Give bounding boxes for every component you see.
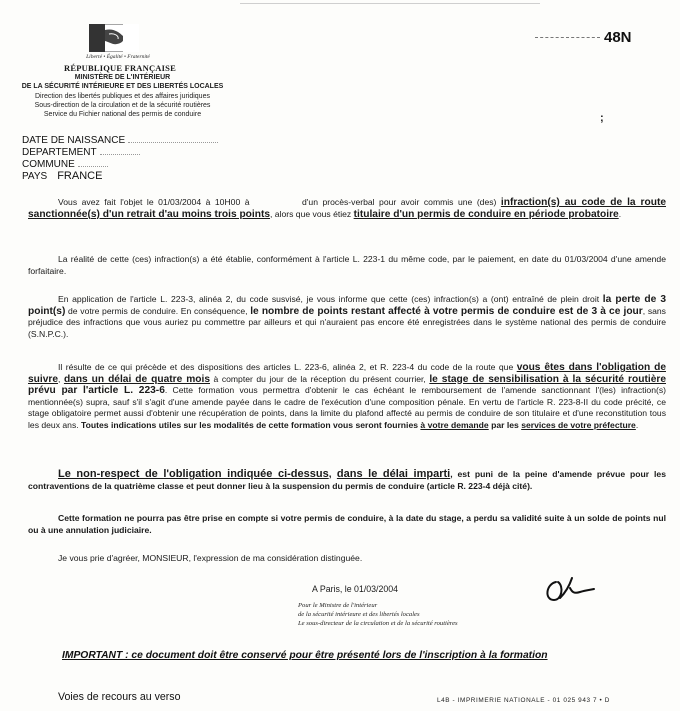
p4-info-text: Toutes indications utiles sur les modalités de cette formation vous seront fournies [81, 419, 421, 430]
republic-title: RÉPUBLIQUE FRANÇAISE [64, 63, 176, 73]
p1-offence-highlight: infraction(s) au code de la route sanctionnée(s) d'un retrait d'au moins trois points [28, 197, 666, 220]
paragraph-points [28, 294, 666, 340]
form-code: 48N [604, 29, 632, 46]
paragraph-obligation [28, 362, 666, 432]
signatory-line-3: Le sous-directeur de la circulation et de la sécurité routières [298, 620, 458, 627]
country-label: PAYS [22, 171, 48, 182]
paragraph-payment [28, 254, 666, 277]
paragraph-penalty [28, 469, 666, 492]
country-field [22, 170, 102, 183]
p4-on-request: à votre demande [420, 419, 489, 430]
p4-stage-highlight: le stage de sensibilisation à la sécurité routière [429, 373, 666, 385]
birth-date-label: DATE DE NAISSANCE [22, 135, 126, 146]
appeal-notice: Voies de recours au verso [58, 691, 181, 703]
p4-text-k: par les [488, 419, 522, 430]
p4-text-a: Il résulte de ce qui précède et des dispositions des articles L. 223-6, alinéa 2, et R. 223-4 du code de la route que [58, 362, 517, 372]
p1-text-b: d'un procès-verbal pour avoir commis une (des) [297, 197, 501, 207]
p4-text-e: à compter du jour de la réception du présent courrier, [210, 373, 430, 384]
p1-text-f: . [618, 208, 622, 219]
p1-probation-highlight: titulaire d'un permis de conduire en période probatoire [353, 208, 619, 220]
paragraph-offence [28, 197, 666, 220]
p3-points-lost: la perte de 3 point(s) [28, 294, 666, 317]
commune-value-blank [78, 158, 108, 167]
p5-text-d: , est puni de la peine d'amende prévue pour les contraventions de la quatrième classe et peut donner lieu à la suspension du permis de conduire (article R. 223-4 déjà cité). [28, 469, 666, 491]
paragraph-validity [28, 513, 666, 536]
scan-edge-line [240, 3, 540, 4]
ministry-line-2: DE LA SÉCURITÉ INTÉRIEURE ET DES LIBERTÉS LOCALES [21, 83, 224, 90]
country-value: FRANCE [57, 170, 103, 182]
p5-deadline-highlight: dans le délai imparti [336, 468, 451, 480]
p4-text-h: . Cette formation vous permettra d'obtenir le cas échéant le remboursement de l'amende sanctionnant l'(les) infraction(s) mentionnée(s) supra, sauf s'il s'agit d'une amende payée dans le cadre de l'exécution d'une composition pénale. En vertu de l'article R. 223-8-II du code précité, ce stage obligatoire permet aussi d'obtenir une récupération de points, dans la limite du plafond affecté au permis de conduire de son titulaire et d'une reconstitution tous les deux ans. [28, 385, 666, 430]
p3-text-e: , sans préjudice des infractions que vous auriez pu commettre par ailleurs et qui n'auraient pas encore été enregistrées dans le système national des permis de conduire (S.N.P.C.). [28, 305, 666, 339]
p3-text-a: En application de l'article L. 223-3, alinéa 2, du code susvisé, je vous informe que cette (ces) infraction(s) a (ont) entraîné de plein droit [58, 294, 603, 304]
paragraph-closing [28, 553, 666, 565]
motto: Liberté • Égalité • Fraternité [86, 54, 150, 60]
signatory-line-2: de la sécurité intérieure et des libertés locales [298, 611, 420, 618]
p7-text: Je vous prie d'agréer, MONSIEUR, l'expression de ma considération distinguée. [58, 553, 363, 563]
direction-line-1: Direction des libertés publiques et des affaires juridiques [35, 93, 210, 100]
form-code-dashes [535, 37, 600, 38]
p4-article: prévu par l'article L. 223-6 [28, 385, 165, 397]
p3-points-remaining: le nombre de points restant affecté à votre permis de conduire est de 3 à ce jour [250, 305, 643, 317]
p1-date: 01/03/2004 à 10H00 à [158, 197, 250, 207]
birth-date-value-blank [128, 134, 218, 143]
p5-noncompliance-highlight: Le non-respect de l'obligation indiquée ci-dessus [58, 468, 329, 480]
marianne-logo-icon [89, 24, 139, 52]
ministry-line-1: MINISTÈRE DE L'INTÉRIEUR [74, 74, 171, 81]
direction-line-2: Sous-direction de la circulation et de la sécurité routières [34, 102, 211, 109]
place-date: A Paris, le 01/03/2004 [312, 584, 399, 594]
p1-text-d: , alors que vous étiez [270, 208, 354, 219]
important-notice: IMPORTANT : ce document doit être conservé pour être présenté lors de l'inscription à la formation [62, 650, 548, 661]
p5-text-b: , [328, 469, 337, 480]
p3-text-c: de votre permis de conduire. En conséquence, [65, 305, 251, 316]
p4-obligation-highlight: vous êtes dans l'obligation de suivre [28, 362, 666, 385]
printer-reference: L4B - IMPRIMERIE NATIONALE - 01 025 943 7 • D [437, 697, 610, 704]
department-label: DEPARTEMENT [22, 147, 97, 158]
p4-text-c: , [58, 373, 64, 384]
signature-icon [540, 572, 596, 606]
direction-line-3: Service du Fichier national des permis de conduire [43, 111, 202, 118]
p4-text-m: . [635, 419, 639, 430]
p6-text: Cette formation ne pourra pas être prise en compte si votre permis de conduire, à la date du stage, a perdu sa validité suite à un solde de points nul ou à une annulation judiciaire. [28, 513, 666, 535]
p1-text-a: Vous avez fait l'objet le [58, 197, 159, 207]
commune-label: COMMUNE [22, 159, 75, 170]
signatory-line-1: Pour le Ministre de l'intérieur [298, 602, 378, 609]
scan-mark: ; [600, 112, 604, 124]
p4-prefecture: services de votre préfecture [521, 419, 636, 430]
p4-deadline-highlight: dans un délai de quatre mois [63, 373, 210, 385]
department-value-blank [100, 146, 140, 155]
p2-text: La réalité de cette (ces) infraction(s) a été établie, conformément à l'article L. 223-1 du même code, par le paiement, en date du 01/03/2004 d'une amende forfaitaire. [28, 254, 666, 276]
